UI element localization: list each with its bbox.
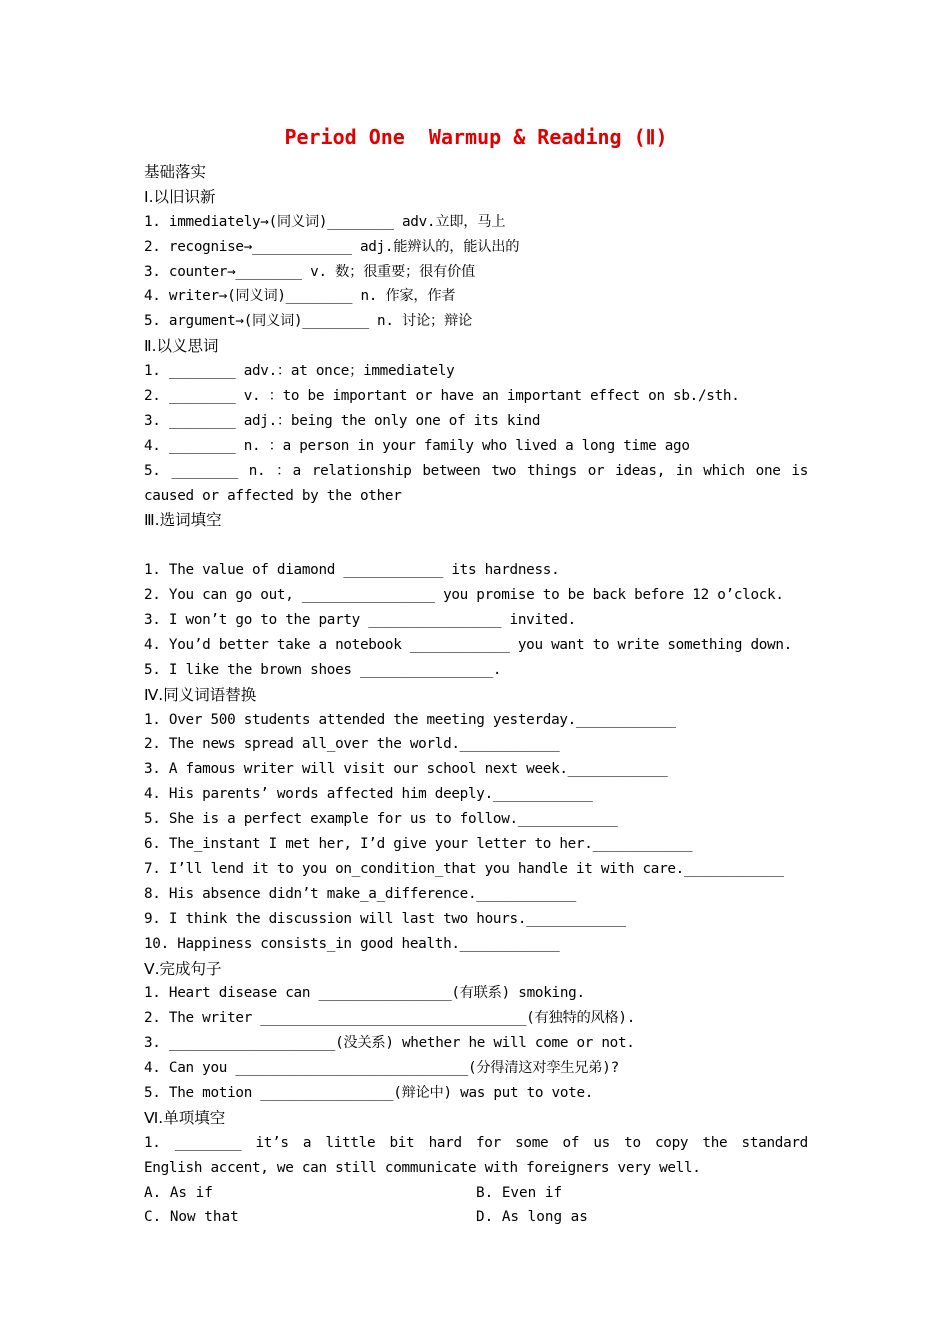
worksheet-line: 1. ________ it’s a little bit hard for some of us to copy the standard: [144, 1134, 808, 1151]
worksheet-line: 1. The value of diamond ____________ its hardness.: [144, 562, 560, 579]
answer-option: A. As if: [144, 1184, 213, 1201]
worksheet-line: 2. recognise→____________ adj.能辨认的，能认出的: [144, 238, 520, 255]
section-heading: Ⅵ.单项填空: [144, 1108, 226, 1127]
worksheet-line: 4. Can you ____________________________(分得清这对孪生兄弟)?: [144, 1060, 619, 1077]
worksheet-line: 3. I won’t go to the party ________________ invited.: [144, 612, 576, 629]
worksheet-line: 3. A famous writer will visit our school next week.____________: [144, 761, 668, 778]
worksheet-line: 3. ________ adj.：being the only one of its kind: [144, 412, 541, 429]
section-heading: Ⅴ.完成句子: [144, 959, 222, 978]
worksheet-line: English accent, we can still communicate with foreigners very well.: [144, 1159, 701, 1176]
worksheet-line: 2. You can go out, ________________ you promise to be back before 12 o’clock.: [144, 587, 784, 604]
worksheet-line: 5. I like the brown shoes ________________.: [144, 661, 502, 678]
section-heading: Ⅰ.以旧识新: [144, 187, 216, 206]
answer-option: C. Now that: [144, 1209, 239, 1226]
answer-option: B. Even if: [476, 1184, 563, 1201]
answer-options: [144, 1181, 808, 1231]
worksheet-line: 2. The writer ________________________________(有独特的风格).: [144, 1010, 636, 1027]
section-heading: 基础落实: [144, 163, 207, 181]
worksheet-line: 4. You’d better take a notebook ____________ you want to write something down.: [144, 636, 792, 653]
section-heading: Ⅲ.选词填空: [144, 511, 222, 530]
worksheet-line: 5. ________ n. ：a relationship between two things or ideas, in which one is: [144, 462, 808, 479]
worksheet-line: 5. argument→(同义词)________ n. 讨论；辩论: [144, 313, 472, 330]
worksheet-line: caused or affected by the other: [144, 487, 402, 504]
worksheet-line: 2. The news spread all_over the world.____________: [144, 736, 560, 753]
worksheet-page: [144, 122, 808, 1230]
worksheet-line: 6. The_instant I met her, I’d give your letter to her.____________: [144, 836, 693, 853]
page-title: Period One Warmup & Reading (Ⅱ): [284, 125, 668, 149]
worksheet-line: 1. Heart disease can ________________(有联系) smoking.: [144, 985, 585, 1002]
worksheet-line: 5. The motion ________________(辩论中) was put to vote.: [144, 1084, 594, 1101]
worksheet-line: 4. ________ n. ：a person in your family who lived a long time ago: [144, 437, 690, 454]
worksheet-line: 2. ________ v. ：to be important or have an important effect on sb./sth.: [144, 388, 740, 405]
section-heading: Ⅳ.同义词语替换: [144, 685, 257, 704]
worksheet-line: 8. His absence didn’t make_a_difference.____________: [144, 885, 576, 902]
option-row: [144, 1181, 808, 1206]
worksheet-line: 7. I’ll lend it to you on_condition_that you handle it with care.____________: [144, 860, 784, 877]
worksheet-line: 5. She is a perfect example for us to follow.____________: [144, 811, 618, 828]
worksheet-line: 4. writer→(同义词)________ n. 作家，作者: [144, 288, 456, 305]
worksheet-line: 10. Happiness consists_in good health.____________: [144, 935, 560, 952]
worksheet-line: 3. ____________________(没关系) whether he will come or not.: [144, 1035, 635, 1052]
worksheet-body: [144, 160, 808, 1181]
spacer: [144, 533, 808, 558]
worksheet-line: 9. I think the discussion will last two hours.____________: [144, 910, 626, 927]
option-row: [144, 1205, 808, 1230]
worksheet-line: 3. counter→________ v. 数；很重要；很有价值: [144, 263, 476, 280]
worksheet-line: 1. immediately→(同义词)________ adv.立即，马上: [144, 213, 506, 230]
worksheet-line: 1. ________ adv.：at once；immediately: [144, 363, 455, 380]
worksheet-line: 1. Over 500 students attended the meeting yesterday.____________: [144, 711, 676, 728]
worksheet-line: 4. His parents’ words affected him deeply.____________: [144, 786, 593, 803]
answer-option: D. As long as: [476, 1209, 588, 1226]
section-heading: Ⅱ.以义思词: [144, 337, 219, 356]
